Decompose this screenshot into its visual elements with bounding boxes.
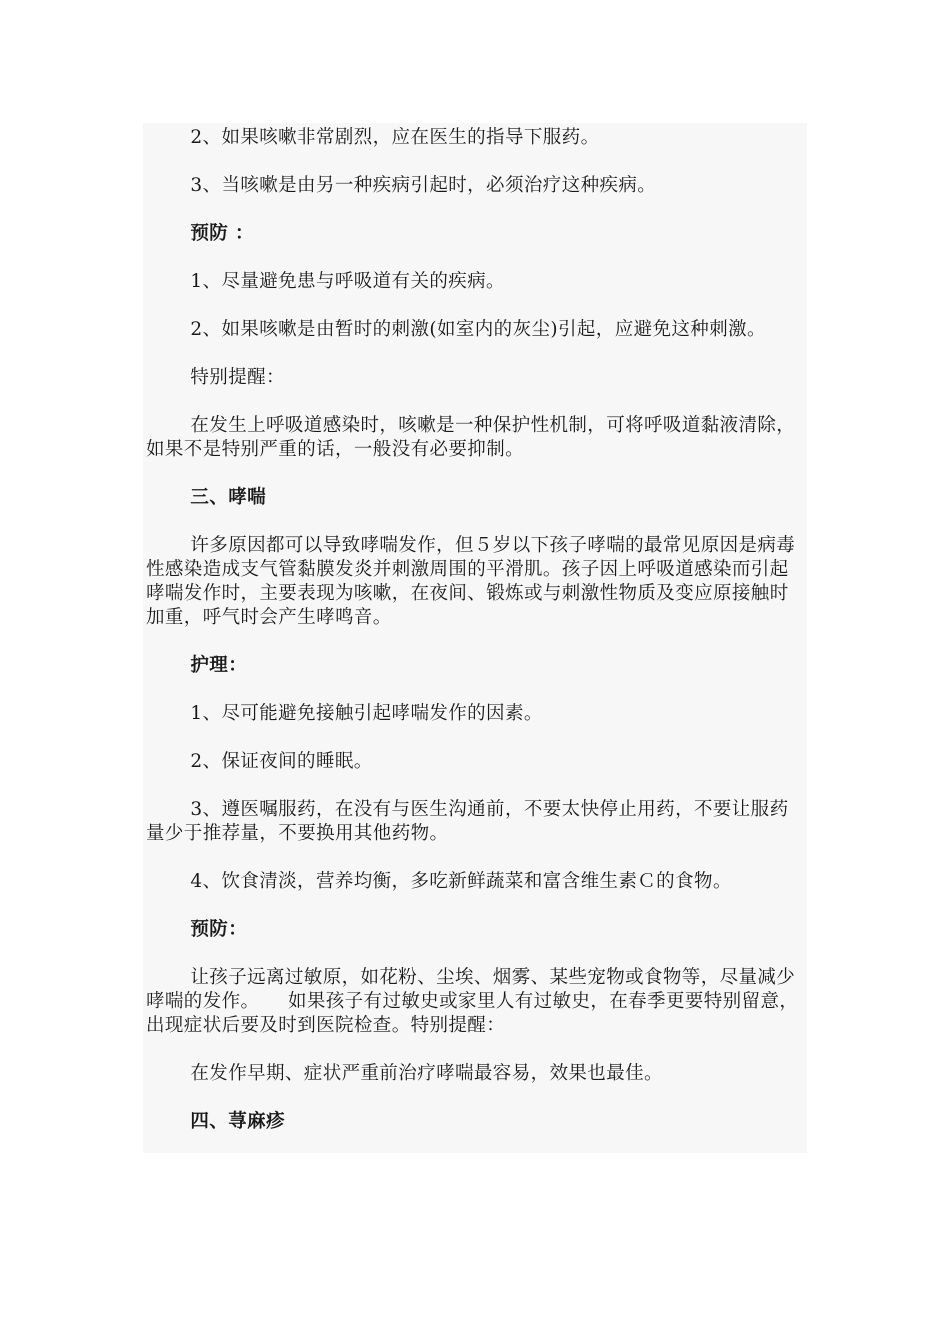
paragraph-asthma-intro: 许多原因都可以导致哮喘发作，但５岁以下孩子哮喘的最常见原因是病毒性感染造成支气管黏膜发炎并刺激周围的平滑肌。孩子因上呼吸道感染而引起哮喘发作时，主要表现为咳嗽，在夜间、锻炼或与刺激性物质及变应原接触时加重，呼气时会产生哮鸣音。	[146, 535, 796, 628]
paragraph-care-4: 4、饮食清淡，营养均衡，多吃新鲜蔬菜和富含维生素Ｃ的食物。	[190, 871, 732, 892]
paragraph-treatment-3: 3、当咳嗽是由另一种疾病引起时，必须治疗这种疾病。	[190, 175, 657, 196]
paragraph-care-3: 3、遵医嘱服药，在没有与医生沟通前，不要太快停止用药，不要让服药量少于推荐量，不要换用其他药物。	[146, 799, 789, 844]
paragraph-prevention-2: 2、如果咳嗽是由暂时的刺激(如室内的灰尘)引起，应避免这种刺激。	[190, 319, 766, 340]
paragraph-special-reminder: 在发生上呼吸道感染时，咳嗽是一种保护性机制，可将呼吸道黏液清除，如果不是特别严重的话，一般没有必要抑制。	[146, 415, 796, 460]
heading-prevention: 预防 ：	[190, 223, 254, 244]
heading-asthma: 三、哮喘	[190, 487, 266, 508]
paragraph-prevention-1: 1、尽量避免患与呼吸道有关的疾病。	[190, 271, 505, 292]
paragraph-asthma-reminder: 在发作早期、症状严重前治疗哮喘最容易，效果也最佳。	[190, 1063, 663, 1084]
paragraph-care-1: 1、尽可能避免接触引起哮喘发作的因素。	[190, 703, 543, 724]
document-body	[146, 126, 806, 1134]
paragraph-care-2: 2、保证夜间的睡眠。	[190, 751, 373, 772]
heading-urticaria: 四、荨麻疹	[190, 1111, 285, 1132]
paragraph-special-reminder-label: 特别提醒：	[190, 367, 285, 388]
heading-asthma-prevention: 预防：	[190, 919, 248, 940]
paragraph-treatment-2: 2、如果咳嗽非常剧烈，应在医生的指导下服药。	[190, 127, 600, 148]
paragraph-asthma-prevention: 让孩子远离过敏原，如花粉、尘埃、烟雾、某些宠物或食物等，尽量减少哮喘的发作。 如果孩子有过敏史或家里人有过敏史，在春季更要特别留意，出现症状后要及时到医院检查。特别提醒：	[146, 967, 799, 1036]
heading-care: 护理：	[190, 655, 248, 676]
